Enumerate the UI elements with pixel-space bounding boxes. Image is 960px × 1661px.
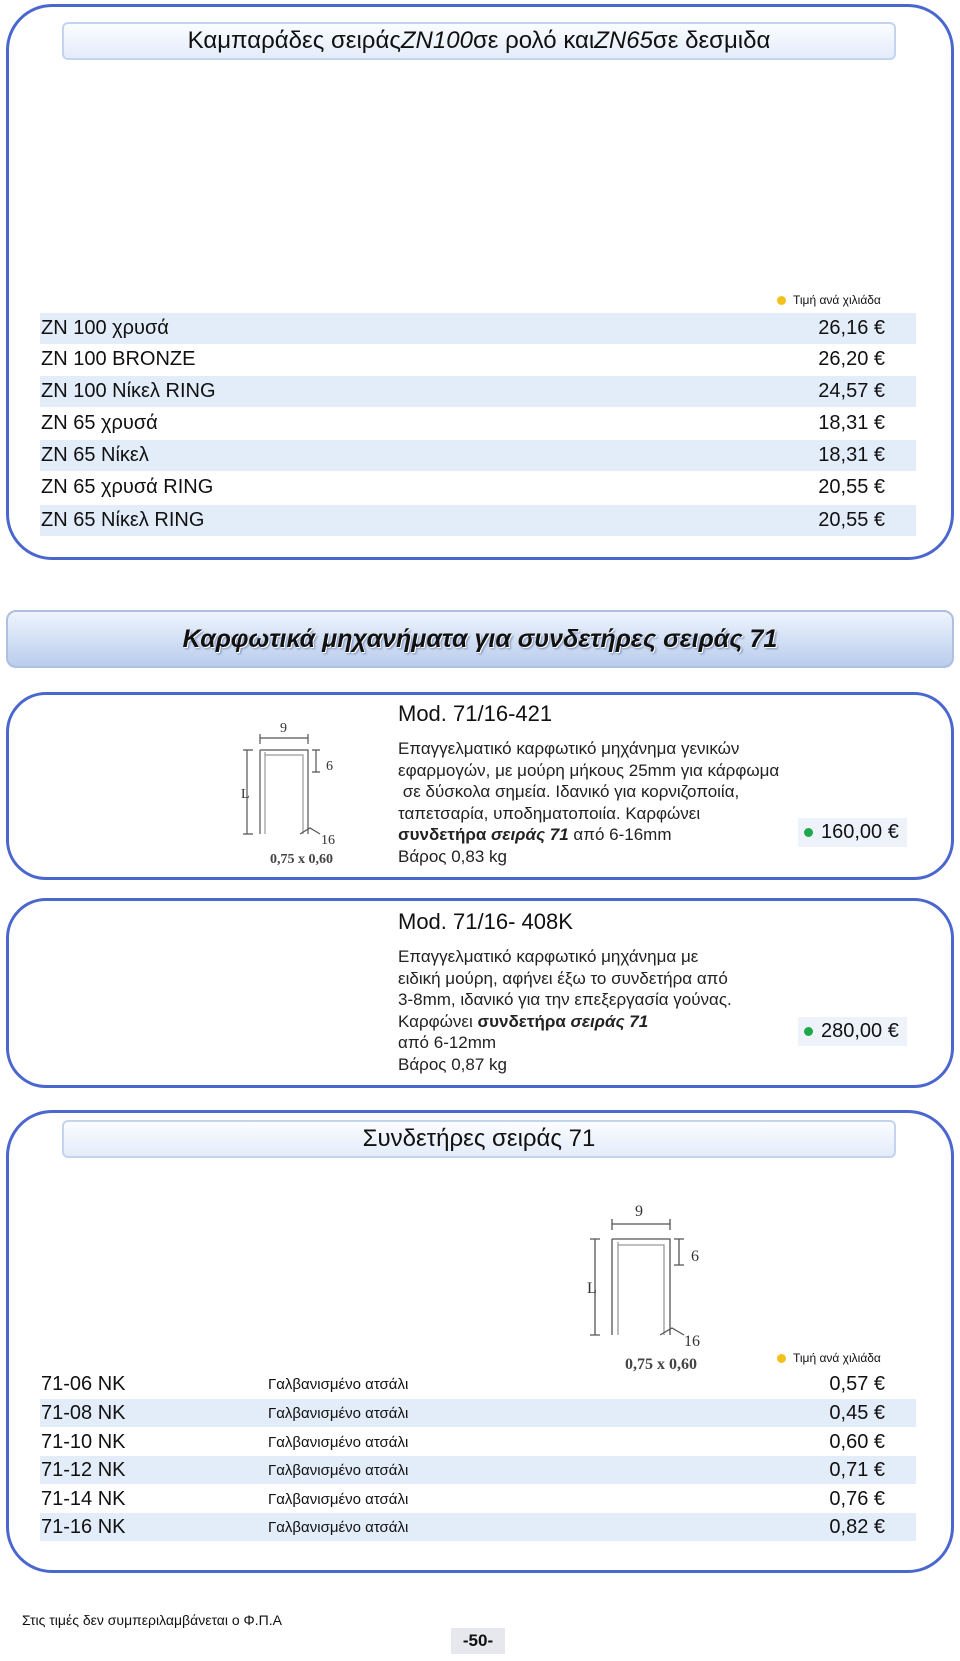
diagram-depth-label: 16 [321, 833, 335, 848]
product-model: Mod. 71/16-421 [398, 701, 553, 726]
staple-code: 71-14 NK [41, 1487, 126, 1510]
table-row [40, 376, 916, 407]
table-row [40, 1428, 916, 1456]
table-row [40, 1456, 916, 1484]
product-name: ΖΝ 65 χρυσά [41, 412, 158, 434]
table-row [40, 313, 916, 344]
product-description [398, 946, 838, 1075]
staple-code: 71-16 NK [41, 1515, 126, 1538]
staple-price: 0,71 € [829, 1458, 885, 1481]
desc-tail: από 6-12mm [398, 1033, 497, 1052]
diagram-length-label: L [241, 787, 250, 802]
staplers-banner: Καρφωτικά μηχανήματα για συνδετήρες σειράς 71 [6, 610, 954, 668]
diagram-wire-label: 0,75 x 0,60 [625, 1356, 697, 1372]
product-price: 280,00 € [821, 1020, 899, 1042]
diagram-leg-label: 6 [326, 759, 333, 774]
staple-price: 0,82 € [829, 1515, 885, 1538]
staple-diagram-icon [585, 1197, 735, 1372]
desc-line: Επαγγελματικό καρφωτικό μηχάνημα γενικών [398, 739, 740, 758]
product-price-tag [798, 818, 907, 847]
product-price: 18,31 € [818, 412, 885, 434]
zn-section-title [62, 22, 896, 60]
table-row [40, 344, 916, 375]
product-price: 24,57 € [818, 380, 885, 402]
price-legend-label: Τιμή ανά χιλιάδα [793, 293, 881, 307]
product-name: ΖΝ 65 χρυσά RING [41, 476, 214, 498]
diagram-length-label: L [587, 1280, 597, 1297]
staple-material: Γαλβανισμένο ατσάλι [268, 1375, 409, 1393]
diagram-width-label: 9 [635, 1203, 643, 1220]
desc-lead: Καρφώνει [398, 1011, 478, 1031]
product-name: ΖΝ 65 Νίκελ [41, 444, 149, 466]
staple-material: Γαλβανισμένο ατσάλι [268, 1490, 409, 1508]
title-post: σε δεσμιδα [652, 27, 771, 54]
yellow-dot-icon [777, 296, 786, 305]
desc-line [398, 1011, 838, 1033]
desc-line: εφαρμογών, με μούρη μήκους 25mm για κάρφωμα [398, 760, 780, 780]
table-row [40, 1485, 916, 1513]
desc-line: 3-8mm, ιδανικό για την επεξεργασία γούνας. [398, 990, 732, 1009]
desc-bold: συνδετήρα [398, 825, 487, 844]
table-row [40, 472, 916, 503]
staple-price: 0,45 € [829, 1401, 885, 1424]
desc-bold: συνδετήρα [477, 1011, 566, 1031]
product-name: ΖΝ 100 Νίκελ RING [41, 380, 216, 402]
price-legend [777, 1351, 881, 1365]
title-em-zn100: ΖΝ100 [400, 27, 473, 54]
page-number: -50- [451, 1628, 505, 1654]
product-name: ΖΝ 65 Νίκελ RING [41, 509, 205, 531]
table-row [40, 1513, 916, 1541]
product-price: 26,16 € [818, 317, 885, 339]
staple-code: 71-08 NK [41, 1401, 126, 1424]
staple-diagram-icon [240, 716, 365, 866]
staple-price: 0,60 € [829, 1430, 885, 1453]
product-price: 20,55 € [818, 509, 885, 531]
desc-line [398, 824, 838, 846]
product-price-tag [798, 1017, 907, 1046]
product-price: 26,20 € [818, 348, 885, 370]
staple-price: 0,57 € [829, 1372, 885, 1395]
staple-material: Γαλβανισμένο ατσάλι [268, 1404, 409, 1422]
product-model: Mod. 71/16- 408K [398, 909, 573, 934]
title-mid: σε ρολό και [472, 27, 595, 54]
product-price: 18,31 € [818, 444, 885, 466]
yellow-dot-icon [777, 1354, 786, 1363]
vat-note: Στις τιμές δεν συμπεριλαμβάνεται ο Φ.Π.Α [22, 1612, 282, 1628]
staple-material: Γαλβανισμένο ατσάλι [268, 1518, 409, 1536]
desc-line: ειδική μούρη, αφήνει έξω το συνδετήρα από [398, 968, 728, 988]
table-row [40, 1399, 916, 1427]
product-name: ΖΝ 100 BRONZE [41, 348, 196, 370]
product-weight: Βάρος 0,87 kg [398, 1054, 507, 1074]
diagram-leg-label: 6 [691, 1248, 699, 1265]
staple-price: 0,76 € [829, 1487, 885, 1510]
desc-line: σε δύσκολα σημεία. Ιδανικό για κορνιζοποιία, [398, 782, 740, 801]
staple-material: Γαλβανισμένο ατσάλι [268, 1461, 409, 1479]
product-name: ΖΝ 100 χρυσά [41, 317, 169, 339]
table-row [40, 408, 916, 439]
price-legend-label: Τιμή ανά χιλιάδα [793, 1351, 881, 1365]
title-pre: Καμπαράδες σειράς [187, 27, 401, 54]
green-dot-icon [804, 828, 813, 837]
product-weight: Βάρος 0,83 kg [398, 846, 507, 866]
product-price: 160,00 € [821, 821, 899, 843]
diagram-width-label: 9 [280, 721, 287, 736]
green-dot-icon [804, 1027, 813, 1036]
staple-code: 71-12 NK [41, 1458, 126, 1481]
staple-code: 71-10 NK [41, 1430, 126, 1453]
staple-code: 71-06 NK [41, 1372, 126, 1395]
staple-material: Γαλβανισμένο ατσάλι [268, 1433, 409, 1451]
product-description [398, 738, 838, 867]
price-legend [777, 293, 881, 307]
product-price: 20,55 € [818, 476, 885, 498]
diagram-wire-label: 0,75 x 0,60 [270, 852, 333, 866]
desc-bold-italic: σειράς 71 [570, 1011, 649, 1031]
desc-bold-italic: σειράς 71 [491, 825, 569, 844]
table-row [40, 505, 916, 536]
table-row [40, 1370, 916, 1398]
table-row [40, 440, 916, 471]
staples-71-title: Συνδετήρες σειράς 71 [62, 1120, 896, 1158]
diagram-depth-label: 16 [684, 1333, 700, 1350]
desc-line: ταπετσαρία, υποδηματοποιία. Καρφώνει [398, 803, 701, 823]
title-em-zn65: ΖΝ65 [594, 27, 653, 54]
desc-line: Επαγγελματικό καρφωτικό μηχάνημα με [398, 947, 699, 966]
desc-tail: από 6-16mm [568, 825, 672, 844]
